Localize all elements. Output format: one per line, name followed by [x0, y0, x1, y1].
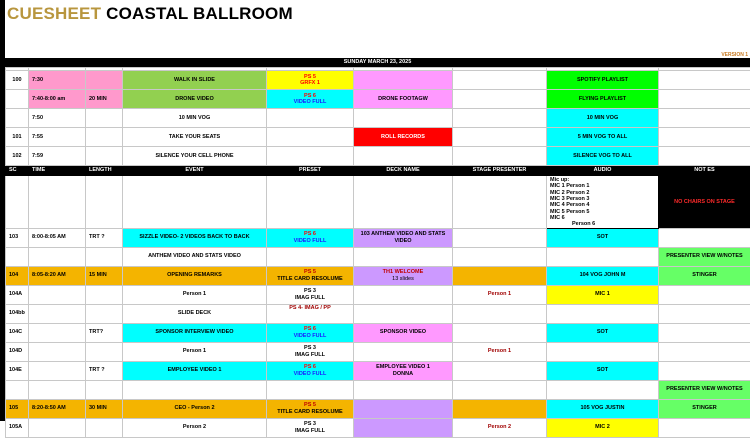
- cell-length[interactable]: [86, 380, 123, 399]
- cell-deck[interactable]: [354, 380, 453, 399]
- preset-line1: PS 5: [270, 269, 350, 275]
- cell-audio[interactable]: MIC 1: [547, 285, 659, 304]
- cell-event[interactable]: SILENCE YOUR CELL PHONE: [123, 147, 267, 166]
- cell-presenter[interactable]: Person 2: [453, 418, 547, 437]
- table-row: [6, 147, 750, 166]
- deck-line2: VIDEO: [357, 238, 449, 244]
- table-row: [6, 71, 750, 90]
- mic-item: MIC 1 Person 1: [550, 183, 655, 189]
- cell-sc[interactable]: 104D: [6, 342, 29, 361]
- cell-time[interactable]: [29, 176, 86, 229]
- mic-item: MIC 6: [550, 215, 655, 221]
- cell-notes[interactable]: [659, 361, 750, 380]
- cell-sc[interactable]: [6, 90, 29, 109]
- deck-line1: 103 ANTHEM VIDEO AND STATS: [357, 231, 449, 237]
- cell-deck[interactable]: [354, 361, 453, 380]
- table-row: [6, 380, 750, 399]
- cell-sc[interactable]: 102: [6, 147, 29, 166]
- cell-notes[interactable]: [659, 342, 750, 361]
- preset-line1: PS 3: [270, 288, 350, 294]
- mic-item: MIC 2 Person 2: [550, 190, 655, 196]
- table-row: [6, 323, 750, 342]
- deck-line1: TH1 WELCOME: [357, 269, 449, 275]
- cell-deck[interactable]: [354, 323, 453, 342]
- cell-time[interactable]: 7:55: [29, 128, 86, 147]
- cell-presenter[interactable]: [453, 247, 547, 266]
- cell-notes[interactable]: [659, 109, 750, 128]
- cell-notes[interactable]: [659, 90, 750, 109]
- mic-item: MIC 3 Person 3: [550, 196, 655, 202]
- cell-audio[interactable]: FLYING PLAYLIST: [547, 90, 659, 109]
- cell-event[interactable]: DRONE VIDEO: [123, 90, 267, 109]
- cell-sc[interactable]: 104C: [6, 323, 29, 342]
- cell-preset[interactable]: [267, 247, 354, 266]
- deck-line1: EMPLOYEE VIDEO 1: [357, 364, 449, 370]
- cell-audio[interactable]: MIC 2: [547, 418, 659, 437]
- cell-event[interactable]: SLIDE DECK: [123, 304, 267, 323]
- cell-deck[interactable]: [354, 228, 453, 247]
- cell-sc[interactable]: [6, 109, 29, 128]
- preset-line2: TITLE CARD RESOLUME: [270, 276, 350, 282]
- table-row: [6, 399, 750, 418]
- cell-length[interactable]: [86, 247, 123, 266]
- cell-sc[interactable]: 101: [6, 128, 29, 147]
- cell-time[interactable]: [29, 247, 86, 266]
- cell-time[interactable]: [29, 323, 86, 342]
- cell-audio[interactable]: 104 VOG JOHN M: [547, 266, 659, 285]
- table-row: [6, 90, 750, 109]
- cell-presenter[interactable]: [453, 304, 547, 323]
- cell-time[interactable]: 7:40-8:00 am: [29, 90, 86, 109]
- table-row: [6, 247, 750, 266]
- cell-event[interactable]: TAKE YOUR SEATS: [123, 128, 267, 147]
- table-row: [6, 361, 750, 380]
- cell-time[interactable]: 8:00-8:05 AM: [29, 228, 86, 247]
- cell-length[interactable]: [86, 304, 123, 323]
- preset-line2: VIDEO FULL: [270, 238, 350, 244]
- cue-table: [5, 67, 750, 438]
- preset-line2: IMAG FULL: [270, 428, 350, 434]
- mic-list[interactable]: [547, 176, 659, 229]
- cell-audio[interactable]: [547, 247, 659, 266]
- cell-length[interactable]: [86, 109, 123, 128]
- cell-length[interactable]: [86, 147, 123, 166]
- cell-preset[interactable]: [267, 147, 354, 166]
- cell-preset[interactable]: [267, 304, 354, 323]
- cell-deck[interactable]: [354, 399, 453, 418]
- cell-sc[interactable]: 104bb: [6, 304, 29, 323]
- cell-audio[interactable]: SPOTIFY PLAYLIST: [547, 71, 659, 90]
- cell-notes[interactable]: PRESENTER VIEW W/NOTES: [659, 247, 750, 266]
- preset-line2: VIDEO FULL: [270, 99, 350, 105]
- cell-length[interactable]: [86, 128, 123, 147]
- cell-notes[interactable]: STINGER: [659, 266, 750, 285]
- cell-preset[interactable]: [267, 323, 354, 342]
- cell-presenter[interactable]: [453, 128, 547, 147]
- cell-deck[interactable]: [354, 147, 453, 166]
- mic-item: MIC 4 Person 4: [550, 202, 655, 208]
- cell-audio[interactable]: [547, 380, 659, 399]
- preset-line1: PS 3: [270, 345, 350, 351]
- cell-notes[interactable]: [659, 285, 750, 304]
- cell-notes[interactable]: [659, 228, 750, 247]
- title-cuesheet: CUESHEET: [7, 4, 101, 23]
- header-notes: NOT ES: [659, 166, 750, 176]
- cell-length[interactable]: TRT ?: [86, 228, 123, 247]
- cell-event[interactable]: SPONSOR INTERVIEW VIDEO: [123, 323, 267, 342]
- page-title: [7, 4, 293, 24]
- cell-time[interactable]: 8:20-8:50 AM: [29, 399, 86, 418]
- cell-sc[interactable]: 100: [6, 71, 29, 90]
- table-row: [6, 128, 750, 147]
- cell-preset[interactable]: [267, 266, 354, 285]
- cell-time[interactable]: 7:50: [29, 109, 86, 128]
- cell-length[interactable]: [86, 342, 123, 361]
- cell-event[interactable]: Person 2: [123, 418, 267, 437]
- cell-preset[interactable]: [267, 361, 354, 380]
- cell-sc[interactable]: 104A: [6, 285, 29, 304]
- mic-heading: Mic up:: [550, 177, 655, 183]
- cell-time[interactable]: 8:05-8:20 AM: [29, 266, 86, 285]
- cell-deck[interactable]: [354, 304, 453, 323]
- cell-notes[interactable]: [659, 71, 750, 90]
- preset-line2: GRFX 1: [270, 80, 350, 86]
- cell-time[interactable]: 7:59: [29, 147, 86, 166]
- version-label: VERSION 1: [721, 52, 748, 58]
- mic-row: [6, 176, 750, 229]
- deck-line2: DONNA: [357, 371, 449, 377]
- cell-sc[interactable]: 105: [6, 399, 29, 418]
- cell-audio[interactable]: [547, 342, 659, 361]
- cell-sc[interactable]: [6, 247, 29, 266]
- cell-presenter[interactable]: [453, 228, 547, 247]
- cell-sc[interactable]: [6, 176, 29, 229]
- cell-deck[interactable]: [354, 285, 453, 304]
- cell-event[interactable]: OPENING REMARKS: [123, 266, 267, 285]
- cell-time[interactable]: 7:30: [29, 71, 86, 90]
- cell-preset[interactable]: [267, 399, 354, 418]
- cell-audio[interactable]: 105 VOG JUSTIN: [547, 399, 659, 418]
- cell-preset[interactable]: [267, 285, 354, 304]
- preset-line2: VIDEO FULL: [270, 333, 350, 339]
- cell-event[interactable]: [123, 176, 267, 229]
- table-row: [6, 109, 750, 128]
- preset-line2: TITLE CARD RESOLUME: [270, 409, 350, 415]
- header-deck: DECK NAME: [354, 166, 453, 176]
- cell-event[interactable]: SIZZLE VIDEO- 2 VIDEOS BACK TO BACK: [123, 228, 267, 247]
- cell-presenter[interactable]: [453, 361, 547, 380]
- cell-deck[interactable]: [354, 176, 453, 229]
- cell-event[interactable]: [123, 380, 267, 399]
- header-audio: AUDIO: [547, 166, 659, 176]
- cell-preset[interactable]: [267, 109, 354, 128]
- cell-preset[interactable]: [267, 342, 354, 361]
- cell-length[interactable]: TRT ?: [86, 361, 123, 380]
- cell-length[interactable]: [86, 285, 123, 304]
- header-presenter: STAGE PRESENTER: [453, 166, 547, 176]
- cell-time[interactable]: [29, 361, 86, 380]
- cell-deck[interactable]: [354, 247, 453, 266]
- cell-deck[interactable]: DRONE FOOTAGW: [354, 90, 453, 109]
- cell-event[interactable]: CEO - Person 2: [123, 399, 267, 418]
- cell-presenter[interactable]: Person 1: [453, 342, 547, 361]
- cell-time[interactable]: [29, 380, 86, 399]
- preset-line2: IMAG FULL: [270, 352, 350, 358]
- cell-event[interactable]: Person 1: [123, 342, 267, 361]
- cell-audio[interactable]: SILENCE VOG TO ALL: [547, 147, 659, 166]
- preset-line1: PS 5: [270, 74, 350, 80]
- preset-line1: PS 4- IMAG / PP: [270, 305, 350, 311]
- cell-presenter[interactable]: [453, 147, 547, 166]
- cell-presenter[interactable]: [453, 71, 547, 90]
- cell-notes[interactable]: PRESENTER VIEW W/NOTES: [659, 380, 750, 399]
- deck-line2: 13 slides: [357, 276, 449, 282]
- preset-line1: PS 6: [270, 364, 350, 370]
- cell-length[interactable]: [86, 176, 123, 229]
- cell-event[interactable]: ANTHEM VIDEO AND STATS VIDEO: [123, 247, 267, 266]
- cell-preset[interactable]: [267, 71, 354, 90]
- header-time: TIME: [29, 166, 86, 176]
- cell-length[interactable]: 20 MIN: [86, 90, 123, 109]
- cell-length[interactable]: TRT?: [86, 323, 123, 342]
- cell-deck[interactable]: [354, 109, 453, 128]
- cell-deck[interactable]: [354, 266, 453, 285]
- header-preset: PRESET: [267, 166, 354, 176]
- cell-preset[interactable]: [267, 380, 354, 399]
- cell-presenter[interactable]: [453, 90, 547, 109]
- preset-line1: PS 3: [270, 421, 350, 427]
- cell-presenter[interactable]: [453, 176, 547, 229]
- cell-event[interactable]: EMPLOYEE VIDEO 1: [123, 361, 267, 380]
- cell-deck[interactable]: [354, 342, 453, 361]
- cell-preset[interactable]: [267, 128, 354, 147]
- cell-length[interactable]: 30 MIN: [86, 399, 123, 418]
- table-row: [6, 342, 750, 361]
- cell-sc[interactable]: [6, 380, 29, 399]
- preset-line1: PS 6: [270, 231, 350, 237]
- preset-line1: PS 6: [270, 326, 350, 332]
- cell-presenter[interactable]: [453, 380, 547, 399]
- cell-time[interactable]: [29, 304, 86, 323]
- cell-audio[interactable]: [547, 304, 659, 323]
- cell-event[interactable]: 10 MIN VOG: [123, 109, 267, 128]
- cell-audio[interactable]: 5 MIN VOG TO ALL: [547, 128, 659, 147]
- no-chairs-note[interactable]: NO CHAIRS ON STAGE: [659, 176, 750, 229]
- cell-notes[interactable]: [659, 147, 750, 166]
- table-row: [6, 228, 750, 247]
- mic-item: MIC 5 Person 5: [550, 209, 655, 215]
- cell-presenter[interactable]: [453, 323, 547, 342]
- cell-presenter[interactable]: Person 1: [453, 285, 547, 304]
- header-sc: SC: [6, 166, 29, 176]
- preset-line1: PS 5: [270, 402, 350, 408]
- cell-presenter[interactable]: [453, 109, 547, 128]
- preset-line2: IMAG FULL: [270, 295, 350, 301]
- cell-event[interactable]: Person 1: [123, 285, 267, 304]
- cell-audio[interactable]: SOT: [547, 323, 659, 342]
- cell-event[interactable]: WALK IN SLIDE: [123, 71, 267, 90]
- table-row: [6, 304, 750, 323]
- table-row: [6, 266, 750, 285]
- cell-deck[interactable]: [354, 71, 453, 90]
- cell-audio[interactable]: SOT: [547, 228, 659, 247]
- table-row: [6, 285, 750, 304]
- cell-presenter[interactable]: [453, 399, 547, 418]
- mic-item: Person 6: [550, 221, 655, 227]
- cell-length[interactable]: 15 MIN: [86, 266, 123, 285]
- deck-line1: SPONSOR VIDEO: [357, 329, 449, 335]
- table-header-row: [6, 166, 750, 176]
- cell-preset[interactable]: [267, 176, 354, 229]
- cell-time[interactable]: [29, 342, 86, 361]
- cell-notes[interactable]: [659, 323, 750, 342]
- preset-line2: VIDEO FULL: [270, 371, 350, 377]
- header-length: LENGTH: [86, 166, 123, 176]
- date-bar: SUNDAY MARCH 23, 2025: [5, 58, 750, 67]
- cell-sc[interactable]: 104E: [6, 361, 29, 380]
- cell-time[interactable]: [29, 285, 86, 304]
- header-event: EVENT: [123, 166, 267, 176]
- cell-preset[interactable]: [267, 228, 354, 247]
- cell-notes[interactable]: STINGER: [659, 399, 750, 418]
- cell-presenter[interactable]: [453, 266, 547, 285]
- preset-line1: PS 6: [270, 93, 350, 99]
- cell-preset[interactable]: [267, 90, 354, 109]
- cell-sc[interactable]: 103: [6, 228, 29, 247]
- cell-notes[interactable]: [659, 128, 750, 147]
- title-venue: COASTAL BALLROOM: [106, 4, 293, 23]
- cell-sc[interactable]: 105A: [6, 418, 29, 437]
- cell-deck[interactable]: ROLL RECORDS: [354, 128, 453, 147]
- cell-length[interactable]: [86, 71, 123, 90]
- cell-audio[interactable]: 10 MIN VOG: [547, 109, 659, 128]
- cell-audio[interactable]: SOT: [547, 361, 659, 380]
- cell-notes[interactable]: [659, 304, 750, 323]
- cell-sc[interactable]: 104: [6, 266, 29, 285]
